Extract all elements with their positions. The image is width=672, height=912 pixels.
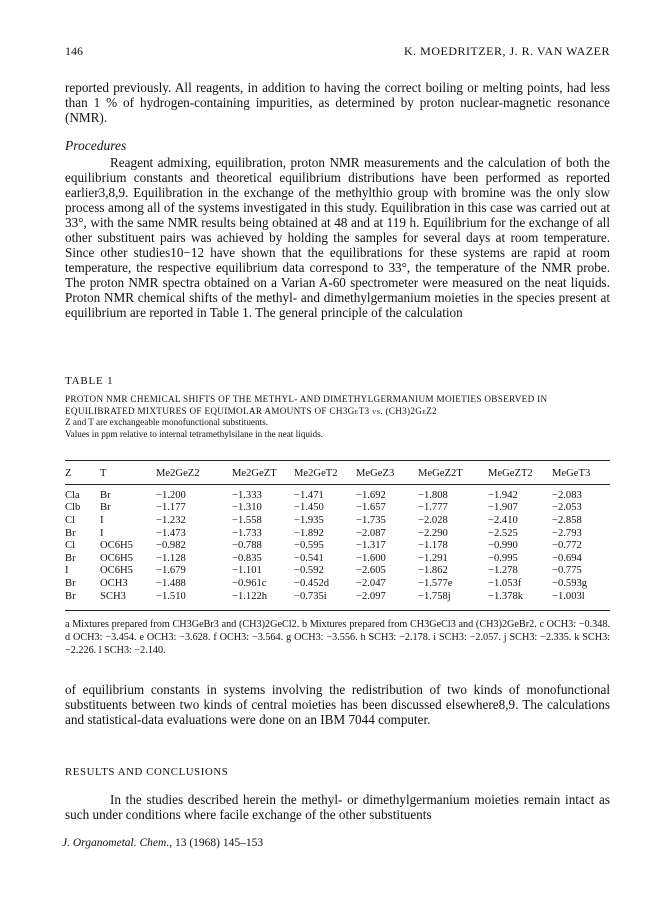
table-cell: −1.291	[418, 552, 448, 564]
table-cell: Br	[65, 552, 76, 564]
table-cell: OCH3	[100, 577, 128, 589]
table-cell: −2.605	[356, 565, 386, 577]
table-cell: −1.317	[356, 540, 386, 552]
table-cell: −1.310	[232, 502, 262, 514]
table-cell: −1.450	[294, 502, 324, 514]
table-cell: −1.128	[156, 552, 186, 564]
results-text: In the studies described herein the methyl- or dimethylgermanium moieties remain intact as such under conditions where facile exchange of the other substituents	[65, 792, 610, 822]
table-cell: −0.982	[156, 540, 186, 552]
table-cell: −1.692	[356, 489, 386, 501]
page-number: 146	[65, 44, 83, 58]
column-header: T	[100, 467, 107, 479]
table-cell: OC6H5	[100, 552, 133, 564]
table-cell: −2.053	[552, 502, 582, 514]
chemical-shift-table	[65, 462, 610, 602]
column-header: MeGeZT2	[488, 467, 533, 479]
table-row	[65, 565, 610, 578]
results-paragraph	[65, 792, 610, 822]
post-table-text: of equilibrium constants in systems involving the redistribution of two kinds of monofunctional substituents between two kinds of central moieties has been discussed elsewhere8,9. The calculations and statistical-data evaluations were done on an IBM 7044 computer.	[65, 682, 610, 727]
table-cell: Cl	[65, 540, 76, 552]
table-cell: −1.935	[294, 514, 324, 526]
table-cell: −2.525	[488, 527, 518, 539]
table-cell: Cla	[65, 489, 80, 501]
journal-name: J. Organometal. Chem.,	[62, 837, 173, 849]
table-label: TABLE 1	[65, 375, 114, 387]
table-cell: −0.592	[294, 565, 324, 577]
journal-volume: 13 (1968) 145–153	[174, 837, 264, 849]
table-row	[65, 577, 610, 590]
table-cell: Clb	[65, 502, 81, 514]
results-heading: RESULTS AND CONCLUSIONS	[65, 766, 229, 778]
table-cell: −1.777	[418, 502, 448, 514]
procedures-text: Reagent admixing, equilibration, proton NMR measurements and the calculation of both the equilibrium constants and theoretical equilibrium distributions have been performed as reported earlier3,8,9. Equilibration in the exchange of the methylthio group with bromine was the only slow process among all of the systems investigated in this study. Equilibration in this case was carried out at 33°, with the same NMR results being obtained at 48 and at 119 h. Equilibrium for the exchange of all other substituent pairs was achieved by holding the samples for several days at room temperature. Since other studies10−12 have shown that the equilibrations for these systems are rapid at room temperature, the respective equilibrium data correspond to 33°, the temperature of the NMR probe. The proton NMR spectra obtained on a Varian A-60 spectrometer were measured on the neat liquids. Proton NMR chemical shifts of the methyl- and dimethylgermanium moieties in the species present at equilibrium are reported in Table 1. The general principle of the calculation	[65, 155, 610, 320]
column-header: MeGeT3	[552, 467, 591, 479]
table-cell: −1.510	[156, 590, 186, 602]
table-cell: Br	[65, 590, 76, 602]
table-row	[65, 502, 610, 515]
intro-text: reported previously. All reagents, in addition to having the correct boiling or melting points, had less than 1 % of hydrogen-containing impurities, as determined by proton nuclear-magnetic resonance (NMR).	[65, 80, 610, 125]
table-cell: −0.694	[552, 552, 582, 564]
table-cell: Br	[100, 489, 111, 501]
table-cell: −2.793	[552, 527, 582, 539]
table-caption-line: PROTON NMR CHEMICAL SHIFTS OF THE METHYL- AND DIMETHYLGERMANIUM MOIETIES OBSERVED IN	[65, 394, 548, 404]
table-top-rule	[65, 460, 610, 461]
table-cell: −2.028	[418, 514, 448, 526]
table-cell: I	[100, 527, 104, 539]
table-cell: Br	[100, 502, 111, 514]
table-cell: −1.657	[356, 502, 386, 514]
table-footnotes: a Mixtures prepared from CH3GeBr3 and (CH3)2GeCl2. b Mixtures prepared from CH3GeCl3 and (CH3)2GeBr2. c OCH3: −0.348. d OCH3: −3.454. e OCH3: −3.628. f OCH3: −3.564. g OCH3: −3.556. h SCH3: −2.178. i SCH3: −2.057. j SCH3: −2.335. k SCH3: −2.226. l SCH3: −2.140.	[65, 619, 610, 656]
table-caption-line: Z and T are exchangeable monofunctional substituents.	[65, 417, 269, 427]
table-row	[65, 527, 610, 540]
table-cell: −1.577e	[418, 577, 453, 589]
table-cell: −1.892	[294, 527, 324, 539]
column-header: MeGeZ3	[356, 467, 395, 479]
column-header: Z	[65, 467, 72, 479]
table-cell: −1.907	[488, 502, 518, 514]
journal-footer	[62, 837, 263, 849]
table-cell: −0.735i	[294, 590, 327, 602]
table-cell: −0.990	[488, 540, 518, 552]
table-cell: −2.097	[356, 590, 386, 602]
table-cell: −1.053f	[488, 577, 522, 589]
table-cell: −1.178	[418, 540, 448, 552]
column-header: Me2GeT2	[294, 467, 338, 479]
table-cell: −0.835	[232, 552, 262, 564]
table-cell: −1.733	[232, 527, 262, 539]
table-cell: OC6H5	[100, 565, 133, 577]
table-cell: −0.788	[232, 540, 262, 552]
procedures-paragraph	[65, 155, 610, 320]
table-cell: −2.858	[552, 514, 582, 526]
table-cell: Br	[65, 577, 76, 589]
table-cell: −1.600	[356, 552, 386, 564]
table-cell: Cl	[65, 514, 76, 526]
table-cell: −2.290	[418, 527, 448, 539]
table-cell: SCH3	[100, 590, 126, 602]
table-cell: Br	[65, 527, 76, 539]
table-cell: −1.942	[488, 489, 518, 501]
table-cell: −2.047	[356, 577, 386, 589]
table-cell: −0.995	[488, 552, 518, 564]
table-row	[65, 484, 610, 502]
table-cell: −1.735	[356, 514, 386, 526]
table-cell: −1.232	[156, 514, 186, 526]
table-cell: −1.177	[156, 502, 186, 514]
table-cell: −1.333	[232, 489, 262, 501]
table-cell: −1.679	[156, 565, 186, 577]
table-caption	[65, 394, 610, 440]
table-header-row	[65, 462, 610, 484]
column-header: Me2GeZT	[232, 467, 277, 479]
table-cell: −1.558	[232, 514, 262, 526]
table-cell: −1.471	[294, 489, 324, 501]
table-row	[65, 539, 610, 552]
intro-paragraph	[65, 80, 610, 125]
column-header: MeGeZ2T	[418, 467, 463, 479]
table-cell: −1.758j	[418, 590, 451, 602]
table-cell: −2.410	[488, 514, 518, 526]
table-bottom-rule	[65, 610, 610, 611]
table-row	[65, 590, 610, 603]
table-cell: −1.101	[232, 565, 262, 577]
table-cell: −1.862	[418, 565, 448, 577]
table-caption-line: Values in ppm relative to internal tetramethylsilane in the neat liquids.	[65, 428, 323, 439]
table-cell: −1.473	[156, 527, 186, 539]
table-row	[65, 552, 610, 565]
table-cell: −1.278	[488, 565, 518, 577]
table-cell: −0.961c	[232, 577, 267, 589]
table-cell: I	[100, 514, 104, 526]
procedures-heading: Procedures	[65, 138, 127, 153]
table-cell: −1.378k	[488, 590, 524, 602]
table-cell: −0.775	[552, 565, 582, 577]
column-header: Me2GeZ2	[156, 467, 200, 479]
author-names: K. MOEDRITZER, J. R. VAN WAZER	[403, 44, 610, 58]
table-cell: −0.595	[294, 540, 324, 552]
table-cell: −2.087	[356, 527, 386, 539]
table-cell: −1.488	[156, 577, 186, 589]
table-cell: −1.200	[156, 489, 186, 501]
table-cell: −0.593g	[552, 577, 588, 589]
table-cell: −1.808	[418, 489, 448, 501]
table-cell: −1.003l	[552, 590, 585, 602]
table-cell: −0.541	[294, 552, 324, 564]
table-cell: −0.772	[552, 540, 582, 552]
table-cell: −1.122h	[232, 590, 268, 602]
table-cell: OC6H5	[100, 540, 133, 552]
table-cell: I	[65, 565, 69, 577]
table-row	[65, 514, 610, 527]
table-caption-line: EQUILIBRATED MIXTURES OF EQUIMOLAR AMOUNTS OF CH3GeT3 vs. (CH3)2GeZ2	[65, 405, 438, 416]
post-table-paragraph	[65, 682, 610, 727]
table-cell: −2.083	[552, 489, 582, 501]
table-cell: −0.452d	[294, 577, 330, 589]
